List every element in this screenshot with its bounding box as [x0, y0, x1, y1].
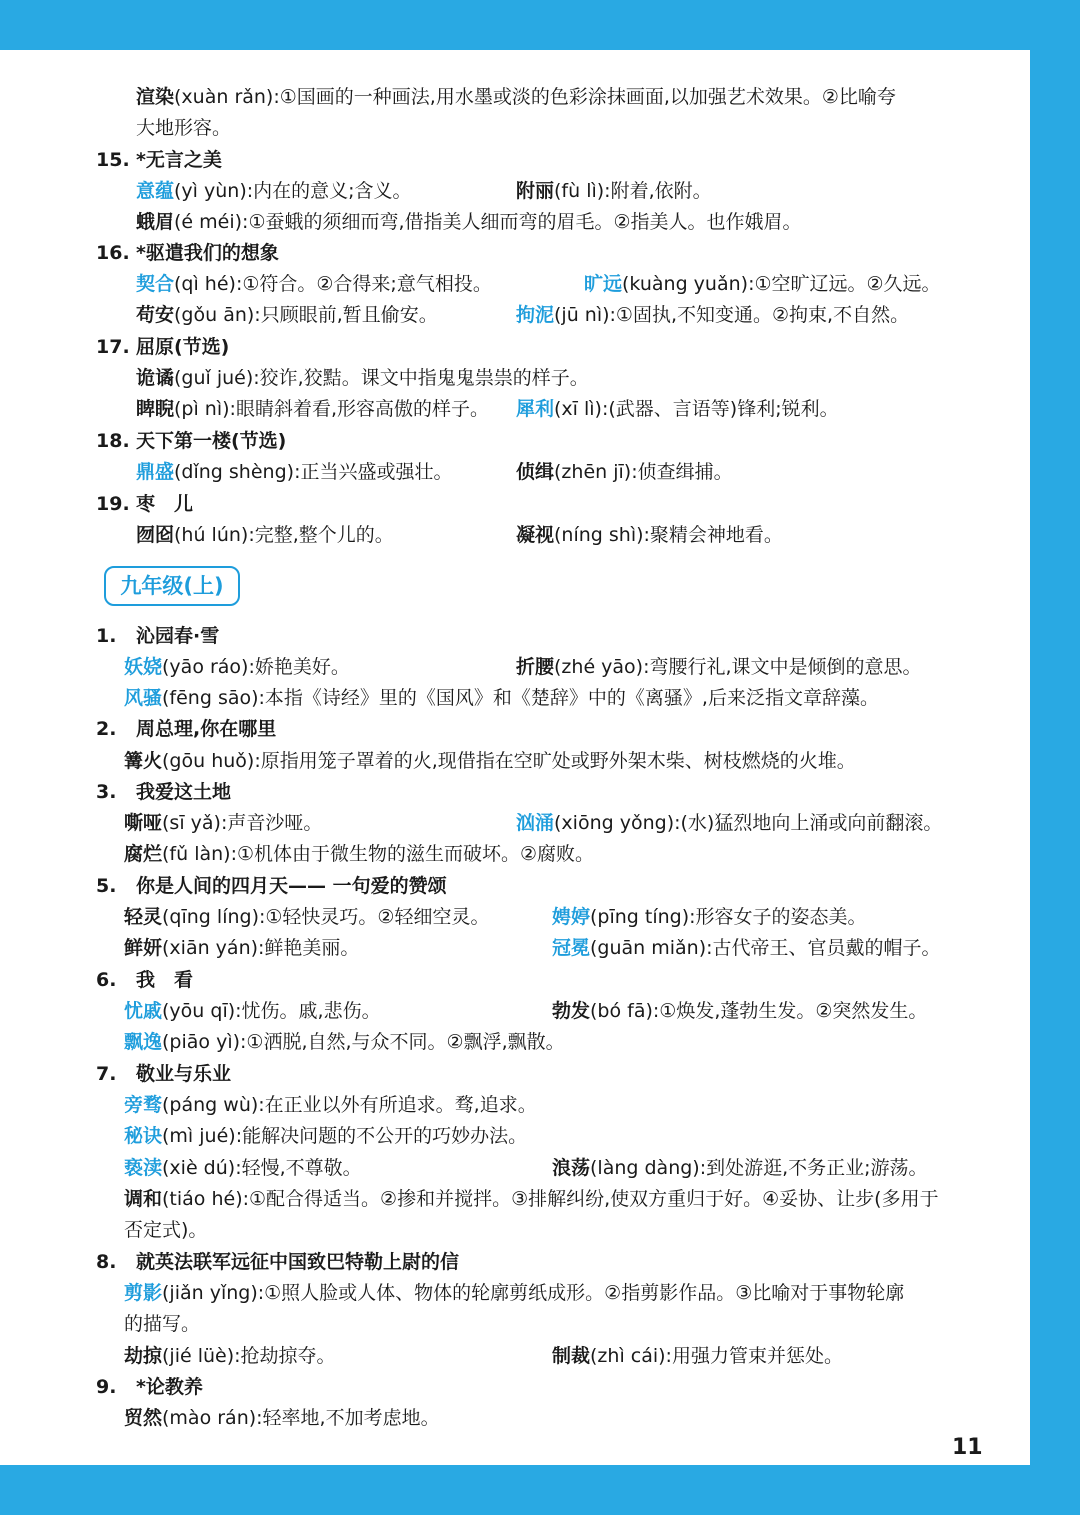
vocab-pinyin: (qīng líng) — [162, 906, 259, 928]
vocab-pinyin: (xiōng yǒng) — [554, 812, 675, 834]
vocab-entry — [124, 1027, 565, 1057]
vocab-definition: :(武器、言语等)锋利;锐利。 — [601, 398, 839, 420]
vocab-pinyin: (é méi) — [174, 211, 243, 233]
vocab-term: 制裁 — [552, 1345, 591, 1367]
vocab-term: 折腰 — [516, 656, 555, 678]
vocab-term: 意蕴 — [136, 180, 175, 202]
vocab-entry — [552, 996, 927, 1026]
lesson-number: 15. — [96, 149, 130, 171]
vocab-entry — [124, 1153, 362, 1183]
vocab-term: 汹涌 — [516, 812, 555, 834]
vocab-definition: :①蚕蛾的须细而弯,借指美人细而弯的眉毛。②指美人。也作娥眉。 — [242, 211, 802, 233]
lesson-number: 2. — [96, 718, 117, 740]
vocab-pinyin: (yōu qī) — [162, 1000, 236, 1022]
vocab-pinyin: (xiān yán) — [162, 937, 259, 959]
lesson-number: 16. — [96, 242, 130, 264]
vocab-term: 苟安 — [136, 304, 175, 326]
lesson-number: 18. — [96, 430, 130, 452]
section-heading — [96, 871, 447, 901]
lesson-title: *论教养 — [136, 1376, 203, 1398]
vocab-term: 诡谲 — [136, 367, 175, 389]
vocab-entry — [552, 1341, 843, 1371]
vocab-entry — [136, 363, 589, 393]
vocab-definition: :①符合。②合得来;意气相投。 — [235, 273, 492, 295]
vocab-term: 犀利 — [516, 398, 555, 420]
vocab-definition: :声音沙哑。 — [220, 812, 323, 834]
vocab-entry — [136, 269, 492, 299]
lesson-number: 5. — [96, 875, 117, 897]
vocab-entry — [124, 1090, 537, 1120]
lesson-title: 我 看 — [136, 969, 194, 991]
vocab-definition: :①空旷辽远。②久远。 — [748, 273, 941, 295]
vocab-term: 秘诀 — [124, 1125, 163, 1147]
vocab-entry — [124, 808, 322, 838]
vocab-pinyin: (pīng tíng) — [590, 906, 690, 928]
vocab-entry — [136, 82, 896, 112]
vocab-pinyin: (xī lì) — [554, 398, 602, 420]
vocab-pinyin: (zhì cái) — [590, 1345, 666, 1367]
vocab-pinyin: (gōu huǒ) — [162, 750, 255, 772]
vocab-pinyin: (làng dàng) — [590, 1157, 700, 1179]
lesson-title: 天下第一楼(节选) — [136, 430, 287, 452]
lesson-title: *无言之美 — [136, 149, 222, 171]
vocab-entry — [516, 457, 733, 487]
vocab-definition: :抢劫掠夺。 — [234, 1345, 336, 1367]
vocab-term: 亵渎 — [124, 1157, 163, 1179]
vocab-entry — [516, 394, 839, 424]
vocab-term: 鲜妍 — [124, 937, 163, 959]
vocab-definition: :能解决问题的不公开的巧妙办法。 — [235, 1125, 528, 1147]
vocab-pinyin: (gǒu ān) — [174, 304, 255, 326]
vocab-entry — [516, 652, 922, 682]
vocab-term: 贸然 — [124, 1407, 163, 1429]
vocab-term: 附丽 — [516, 180, 555, 202]
lesson-number: 7. — [96, 1063, 117, 1085]
vocab-definition: :轻率地,不加考虑地。 — [256, 1407, 440, 1429]
vocab-term: 娉婷 — [552, 906, 591, 928]
vocab-term: 篝火 — [124, 750, 163, 772]
vocab-definition: :(水)猛烈地向上涌或向前翻滚。 — [674, 812, 943, 834]
vocab-entry — [124, 933, 359, 963]
vocab-definition: :①固执,不知变通。②拘束,不自然。 — [609, 304, 910, 326]
vocab-entry — [136, 520, 394, 550]
vocab-term: 囫囵 — [136, 524, 175, 546]
lesson-title: 就英法联军远征中国致巴特勒上尉的信 — [136, 1251, 460, 1273]
vocab-pinyin: (guān miǎn) — [590, 937, 707, 959]
vocab-term: 风骚 — [124, 687, 163, 709]
definition-text: 大地形容。 — [136, 117, 232, 139]
vocab-entry — [584, 269, 941, 299]
vocab-term: 凝视 — [516, 524, 555, 546]
vocab-definition: :古代帝王、官员戴的帽子。 — [706, 937, 941, 959]
vocab-pinyin: (xuàn rǎn) — [174, 86, 274, 108]
section-heading — [96, 1247, 459, 1277]
vocab-definition: :内在的意义;含义。 — [246, 180, 412, 202]
vocab-term: 侦缉 — [516, 461, 555, 483]
vocab-term: 剪影 — [124, 1282, 163, 1304]
vocab-entry — [552, 933, 941, 963]
lesson-number: 3. — [96, 781, 117, 803]
definition-continuation — [136, 113, 231, 143]
vocab-definition: :①国画的一种画法,用水墨或淡的色彩涂抹画面,以加强艺术效果。②比喻夸 — [273, 86, 896, 108]
vocab-pinyin: (xiè dú) — [162, 1157, 236, 1179]
vocab-definition: :①配合得适当。②掺和并搅拌。③排解纠纷,使双方重归于好。④妥协、让步(多用于 — [242, 1188, 939, 1210]
vocab-term: 渲染 — [136, 86, 175, 108]
vocab-entry — [124, 839, 594, 869]
vocab-pinyin: (páng wù) — [162, 1094, 259, 1116]
section-heading — [96, 777, 231, 807]
vocab-pinyin: (tiáo hé) — [162, 1188, 243, 1210]
vocab-entry — [124, 1121, 527, 1151]
vocab-pinyin: (pì nì) — [174, 398, 230, 420]
vocab-definition: :只顾眼前,暂且偷安。 — [254, 304, 438, 326]
vocab-term: 腐烂 — [124, 843, 163, 865]
vocab-definition: :①照人脸或人体、物体的轮廓剪纸成形。②指剪影作品。③比喻对于事物轮廓 — [257, 1282, 905, 1304]
vocab-pinyin: (fù lì) — [554, 180, 605, 202]
definition-text: 的描写。 — [124, 1313, 201, 1335]
vocab-definition: :娇艳美好。 — [248, 656, 350, 678]
vocab-term: 旁骛 — [124, 1094, 163, 1116]
vocab-definition: :在正业以外有所追求。骛,追求。 — [258, 1094, 537, 1116]
vocab-definition: :用强力管束并惩处。 — [665, 1345, 843, 1367]
lesson-number: 9. — [96, 1376, 117, 1398]
vocab-entry — [124, 1278, 904, 1308]
vocab-pinyin: (níng shì) — [554, 524, 644, 546]
vocab-term: 轻灵 — [124, 906, 163, 928]
lesson-title: 枣 儿 — [136, 493, 194, 515]
vocab-entry — [516, 808, 942, 838]
vocab-term: 拘泥 — [516, 304, 555, 326]
vocab-pinyin: (fēng sāo) — [162, 687, 259, 709]
vocab-entry — [552, 902, 867, 932]
vocab-pinyin: (zhé yāo) — [554, 656, 644, 678]
vocab-term: 蛾眉 — [136, 211, 175, 233]
section-heading — [96, 1059, 231, 1089]
vocab-entry — [552, 1153, 928, 1183]
vocab-entry — [124, 1184, 939, 1214]
lesson-title: 周总理,你在哪里 — [136, 718, 277, 740]
vocab-pinyin: (yì yùn) — [174, 180, 247, 202]
vocab-definition: :原指用笼子罩着的火,现借指在空旷处或野外架木柴、树枝燃烧的火堆。 — [254, 750, 856, 772]
lesson-title: 我爱这土地 — [136, 781, 232, 803]
lesson-title: 你是人间的四月天—— 一句爱的赞颂 — [136, 875, 447, 897]
vocab-term: 睥睨 — [136, 398, 175, 420]
vocab-pinyin: (kuàng yuǎn) — [622, 273, 749, 295]
lesson-number: 6. — [96, 969, 117, 991]
vocab-pinyin: (guǐ jué) — [174, 367, 254, 389]
vocab-term: 冠冕 — [552, 937, 591, 959]
vocab-definition: :形容女子的姿态美。 — [689, 906, 867, 928]
lesson-title: 敬业与乐业 — [136, 1063, 232, 1085]
vocab-entry — [124, 1341, 336, 1371]
vocab-entry — [136, 207, 802, 237]
lesson-title: *驱遣我们的想象 — [136, 242, 279, 264]
vocab-entry — [124, 902, 489, 932]
vocab-definition: :完整,整个儿的。 — [248, 524, 394, 546]
vocab-pinyin: (jiǎn yǐng) — [162, 1282, 258, 1304]
vocab-entry — [136, 300, 438, 330]
section-heading — [96, 426, 286, 456]
vocab-entry — [516, 300, 909, 330]
vocab-pinyin: (sī yǎ) — [162, 812, 221, 834]
vocab-pinyin: (yāo ráo) — [162, 656, 249, 678]
vocab-term: 勃发 — [552, 1000, 591, 1022]
vocab-pinyin: (jū nì) — [554, 304, 610, 326]
section-heading — [96, 238, 279, 268]
lesson-number: 1. — [96, 625, 117, 647]
section-heading — [96, 145, 222, 175]
lesson-title: 沁园春·雪 — [136, 625, 220, 647]
vocab-definition: :聚精会神地看。 — [643, 524, 783, 546]
lesson-number: 17. — [96, 336, 130, 358]
vocab-pinyin: (fǔ làn) — [162, 843, 231, 865]
vocab-pinyin: (bó fā) — [590, 1000, 653, 1022]
vocab-pinyin: (jié lüè) — [162, 1345, 235, 1367]
vocab-term: 妖娆 — [124, 656, 163, 678]
vocab-term: 调和 — [124, 1188, 163, 1210]
definition-text: 否定式)。 — [124, 1219, 208, 1241]
vocab-definition: :弯腰行礼,课文中是倾倒的意思。 — [643, 656, 922, 678]
vocab-definition: :①焕发,蓬勃生发。②突然发生。 — [652, 1000, 928, 1022]
vocab-definition: :忧伤。戚,悲伤。 — [235, 1000, 381, 1022]
section-heading — [96, 965, 193, 995]
lesson-number: 19. — [96, 493, 130, 515]
vocab-definition: :①洒脱,自然,与众不同。②飘浮,飘散。 — [240, 1031, 565, 1053]
vocab-pinyin: (mì jué) — [162, 1125, 236, 1147]
vocab-term: 嘶哑 — [124, 812, 163, 834]
vocab-term: 忧戚 — [124, 1000, 163, 1022]
vocab-pinyin: (qì hé) — [174, 273, 236, 295]
vocab-definition: :侦查缉捕。 — [631, 461, 733, 483]
vocab-term: 飘逸 — [124, 1031, 163, 1053]
vocab-entry — [124, 746, 856, 776]
vocab-pinyin: (mào rán) — [162, 1407, 257, 1429]
vocab-definition: :到处游逛,不务正业;游荡。 — [699, 1157, 928, 1179]
vocab-entry — [136, 457, 452, 487]
lesson-title: 屈原(节选) — [136, 336, 230, 358]
page — [0, 50, 1030, 1465]
vocab-definition: :附着,依附。 — [604, 180, 712, 202]
vocab-term: 契合 — [136, 273, 175, 295]
grade-label: 九年级(上) — [104, 566, 240, 606]
section-heading — [96, 714, 276, 744]
vocab-entry — [124, 1403, 440, 1433]
vocab-term: 鼎盛 — [136, 461, 175, 483]
definition-continuation — [124, 1309, 200, 1339]
vocab-definition: :眼睛斜着看,形容高傲的样子。 — [229, 398, 489, 420]
section-heading — [96, 1372, 203, 1402]
vocab-pinyin: (dǐng shèng) — [174, 461, 295, 483]
section-heading — [96, 332, 229, 362]
vocab-definition: :正当兴盛或强壮。 — [294, 461, 453, 483]
vocab-pinyin: (piāo yì) — [162, 1031, 241, 1053]
vocab-definition: :①机体由于微生物的滋生而破坏。②腐败。 — [230, 843, 595, 865]
vocab-entry — [124, 652, 350, 682]
vocab-entry — [124, 996, 381, 1026]
section-heading — [96, 621, 219, 651]
vocab-entry — [136, 394, 489, 424]
vocab-definition: :①轻快灵巧。②轻细空灵。 — [258, 906, 490, 928]
vocab-pinyin: (hú lún) — [174, 524, 249, 546]
vocab-definition: :鲜艳美丽。 — [258, 937, 360, 959]
vocab-entry — [136, 176, 412, 206]
section-heading — [96, 489, 193, 519]
vocab-entry — [124, 683, 879, 713]
page-number: 11 — [952, 1435, 983, 1460]
vocab-entry — [516, 176, 712, 206]
vocab-definition: :本指《诗经》里的《国风》和《楚辞》中的《离骚》,后来泛指文章辞藻。 — [258, 687, 879, 709]
vocab-term: 浪荡 — [552, 1157, 591, 1179]
vocab-definition: :狡诈,狡黠。课文中指鬼鬼祟祟的样子。 — [253, 367, 589, 389]
lesson-number: 8. — [96, 1251, 117, 1273]
vocab-definition: :轻慢,不尊敬。 — [235, 1157, 362, 1179]
vocab-term: 旷远 — [584, 273, 623, 295]
vocab-entry — [516, 520, 783, 550]
vocab-term: 劫掠 — [124, 1345, 163, 1367]
definition-continuation — [124, 1215, 207, 1245]
vocab-pinyin: (zhēn jī) — [554, 461, 632, 483]
